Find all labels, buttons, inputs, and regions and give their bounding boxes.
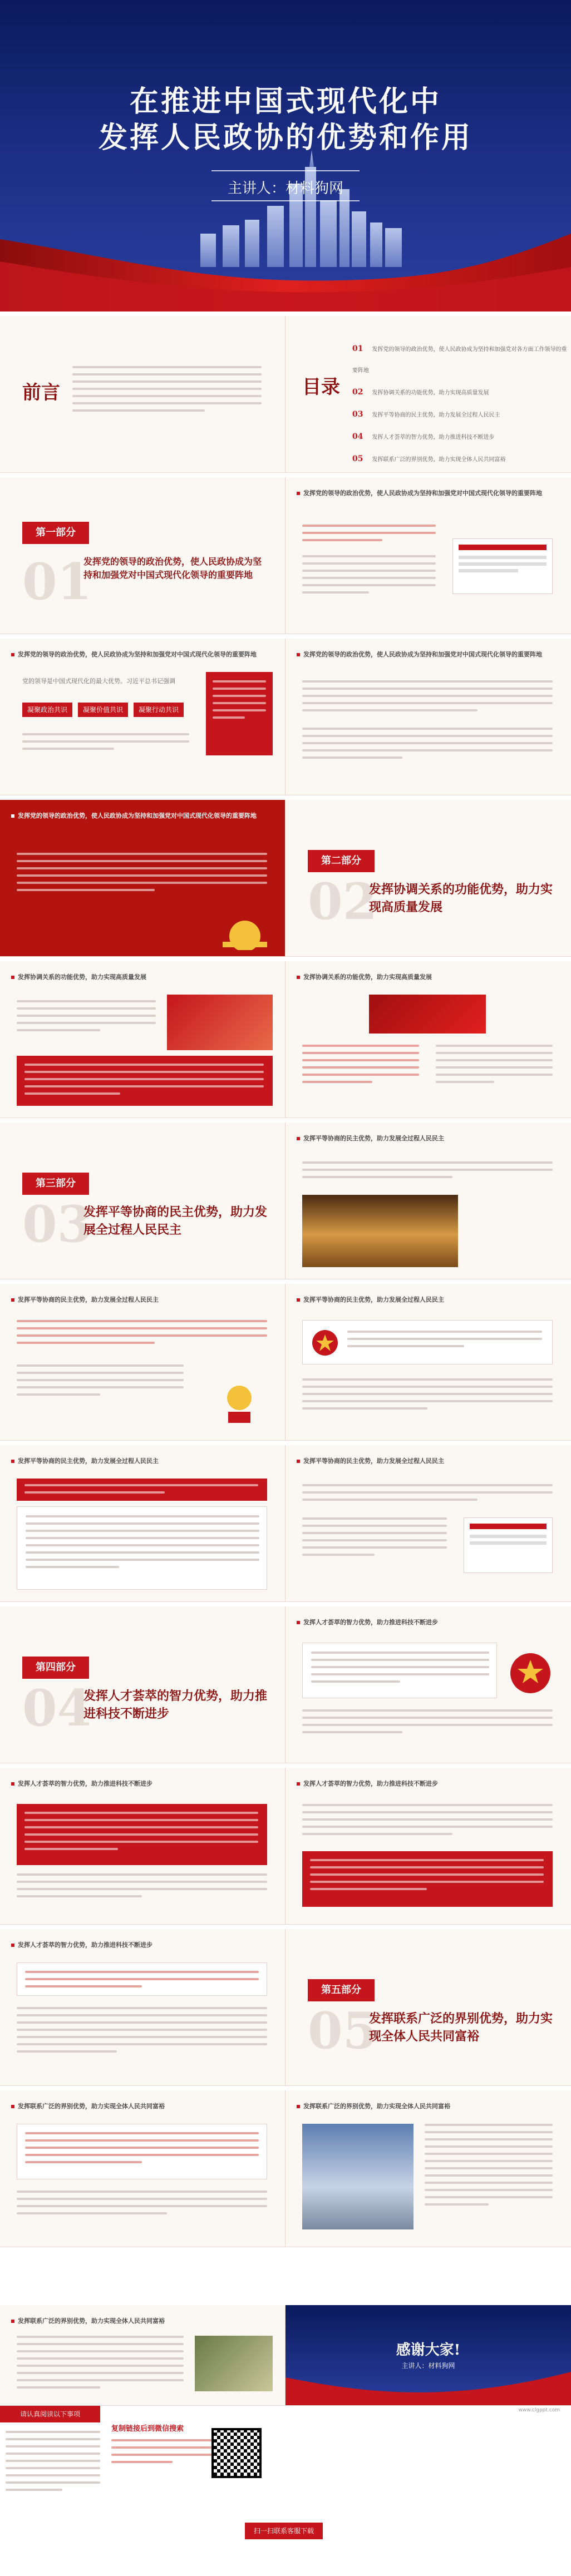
- body-text: [436, 1045, 553, 1088]
- body-text: [17, 1320, 267, 1349]
- bullet-icon: [11, 2105, 14, 2108]
- toc-list: [352, 338, 571, 471]
- toc-num: 03: [352, 410, 363, 419]
- city-skyline-illustration: [0, 0, 571, 312]
- body-text: [302, 1517, 447, 1561]
- text-card: [302, 1643, 497, 1698]
- slide-part3-left: [0, 1284, 286, 1441]
- slide-title-text: 发挥人才荟萃的智力优势，助力推进科技不断进步: [303, 1619, 438, 1626]
- quote-card: [17, 1962, 267, 1996]
- slide-title: [11, 811, 274, 820]
- part1-number: 01: [22, 552, 92, 611]
- body-text: [302, 1161, 553, 1183]
- slide-row-part1-b: [0, 639, 571, 795]
- slide-part4-left: [0, 1768, 286, 1925]
- hero-speaker: 主讲人：材料狗网: [227, 180, 343, 196]
- bullet-icon: [297, 976, 300, 979]
- part3-name: 发挥平等协商的民主优势，助力发展全过程人民民主: [83, 1205, 268, 1237]
- toc-label: 发挥党的领导的政治优势，使人民政协成为坚持和加强党对各方面工作领导的重要阵地: [352, 347, 567, 374]
- bullet-icon: [297, 653, 300, 656]
- slide-title-text: 发挥人才荟萃的智力优势，助力推进科技不断进步: [18, 1780, 152, 1787]
- slide-title-text: 发挥协调关系的功能优势，助力实现高质量发展: [18, 973, 146, 981]
- bullet-icon: [11, 1298, 14, 1302]
- body-text: [17, 1364, 184, 1401]
- toc-label: 发挥联系广泛的界别优势，助力实现全体人民共同富裕: [372, 457, 506, 463]
- slide-row-preface-toc: [0, 316, 571, 473]
- site-watermark: www.clgppt.com: [518, 2407, 560, 2413]
- red-highlight-box: [17, 1804, 267, 1865]
- body-text: [302, 555, 436, 599]
- part2-number: 02: [308, 872, 378, 931]
- slide-row-part1: [0, 477, 571, 634]
- slide-title-text: 发挥联系广泛的界别优势，助力实现全体人民共同富裕: [18, 2317, 165, 2325]
- hero-rule-bottom: [211, 200, 360, 201]
- body-text: [22, 733, 189, 755]
- part1-badge: 第一部分: [22, 522, 89, 544]
- slide-part3-content: [286, 1123, 571, 1279]
- slide-part2-right: [286, 961, 571, 1118]
- slide-title: [297, 488, 560, 497]
- bullet-icon: [297, 1460, 300, 1463]
- slide-title: [11, 2102, 274, 2110]
- slide-title-text: 发挥联系广泛的界别优势，助力实现全体人民共同富裕: [18, 2103, 165, 2110]
- bullet-icon: [297, 1298, 300, 1302]
- tag-action-consensus: 凝聚行动共识: [134, 703, 184, 717]
- slide-title-text: 发挥平等协商的民主优势，助力发展全过程人民民主: [303, 1296, 444, 1303]
- slide-title: [297, 972, 560, 981]
- bullet-icon: [297, 1621, 300, 1624]
- slide-row-closing: [0, 2305, 571, 2405]
- bullet-icon: [11, 1944, 14, 1947]
- slide-row-part5: [0, 1929, 571, 2086]
- hero-title-line1: 在推进中国式现代化中: [129, 85, 441, 118]
- part3-number: 03: [22, 1195, 92, 1254]
- body-text: [17, 1000, 156, 1036]
- part4-number: 04: [22, 1679, 92, 1738]
- quote-card: [302, 1320, 553, 1364]
- slide-preface: [0, 316, 286, 473]
- banner-photo: [369, 995, 486, 1034]
- part5-number: 05: [308, 2001, 378, 2060]
- great-wall-photo: [302, 1195, 458, 1267]
- promo-panel: [0, 2405, 571, 2576]
- bullet-icon: [11, 653, 14, 656]
- body-text: [17, 853, 267, 896]
- body-text: [17, 2336, 184, 2394]
- body-text: [425, 2124, 553, 2211]
- slide-part1-red: [0, 800, 286, 957]
- slide-title: [11, 972, 274, 981]
- slide-part4-cover: [0, 1606, 286, 1763]
- slide-part4-content: [286, 1606, 571, 1763]
- slide-title: [297, 1618, 560, 1626]
- part1-name: 发挥党的领导的政治优势，使人民政协成为坚持和加强党对中国式现代化领导的重要阵地: [83, 556, 262, 580]
- body-text: [17, 2007, 267, 2058]
- promo-notes: [6, 2431, 100, 2496]
- slide-title-text: 发挥党的领导的政治优势，使人民政协成为坚持和加强党对中国式现代化领导的重要阵地: [303, 651, 542, 658]
- slide-title: [297, 1295, 560, 1304]
- slide-row-part4: [0, 1606, 571, 1763]
- slide-part4-right: [286, 1768, 571, 1925]
- promo-cta-button[interactable]: 扫一扫联系客服下载: [245, 2523, 323, 2539]
- slide-part5-cover: [286, 1929, 571, 2086]
- slide-part1-cover: [0, 477, 286, 634]
- body-text: [302, 525, 436, 546]
- bullet-card: [17, 1506, 267, 1590]
- slide-part5-final: [0, 2305, 286, 2405]
- toc-item[interactable]: [352, 338, 571, 382]
- tag-political-consensus: 凝聚政治共识: [22, 703, 72, 717]
- red-highlight-box: [302, 1851, 553, 1907]
- slide-title-text: 发挥党的领导的政治优势，使人民政协成为坚持和加强党对中国式现代化领导的重要阵地: [303, 490, 542, 497]
- thanks-heading: 感谢大家!: [396, 2342, 461, 2359]
- slide-title: [297, 1456, 560, 1465]
- slide-title-text: 发挥平等协商的民主优势，助力发展全过程人民民主: [303, 1135, 444, 1142]
- bullet-icon: [11, 1782, 14, 1786]
- toc-num: 02: [352, 388, 363, 397]
- bullet-icon: [297, 492, 300, 495]
- body-text: [302, 1484, 553, 1506]
- part4-name: 发挥人才荟萃的智力优势，助力推进科技不断进步: [83, 1689, 268, 1721]
- red-flag-photo: [167, 995, 273, 1050]
- bullet-icon: [11, 2320, 14, 2323]
- slide-title-text: 发挥平等协商的民主优势，助力发展全过程人民民主: [18, 1457, 159, 1465]
- report-thumbnail: [452, 538, 553, 594]
- slide-title: [297, 1779, 560, 1788]
- toc-num: 04: [352, 432, 363, 441]
- slide-title: [11, 650, 274, 659]
- red-quote-box: [206, 672, 273, 755]
- slide-part1-tags: [0, 639, 286, 795]
- toc-num: 05: [352, 454, 363, 463]
- slide-title-text: 发挥协调关系的功能优势，助力实现高质量发展: [303, 973, 432, 981]
- slide-part2-cover: [286, 800, 571, 957]
- slide-part5-left: [0, 2090, 286, 2247]
- city-photo: [302, 2124, 414, 2229]
- emblem-icon: [311, 1329, 339, 1357]
- slide-title-text: 发挥平等协商的民主优势，助力发展全过程人民民主: [303, 1457, 444, 1465]
- slide-part5-right: [286, 2090, 571, 2247]
- part5-badge: 第五部分: [308, 1979, 375, 2001]
- slide-title: [11, 1456, 274, 1465]
- slide-row-part2-b: [0, 961, 571, 1118]
- toc-num: 01: [352, 344, 363, 353]
- trophy-icon: [211, 1378, 267, 1428]
- tag-value-consensus: 凝聚价值共识: [78, 703, 128, 717]
- slide-title-text: 发挥党的领导的政治优势，使人民政协成为坚持和加强党对中国式现代化领导的重要阵地: [18, 812, 257, 819]
- slide-row-part3-c: [0, 1445, 571, 1602]
- slide-part3-right: [286, 1284, 571, 1441]
- body-text: [302, 728, 553, 764]
- slide-toc: [286, 316, 571, 473]
- slide-title: [297, 1134, 560, 1143]
- field-photo: [195, 2336, 273, 2391]
- qr-code-icon[interactable]: [211, 2428, 262, 2478]
- hero-title-line2: 发挥人民政协的优势和作用: [98, 121, 472, 155]
- part2-name: 发挥协调关系的功能优势，助力实现高质量发展: [369, 882, 553, 914]
- toc-item[interactable]: [352, 382, 571, 404]
- slide-title: [11, 1940, 274, 1949]
- body-text: [302, 1045, 419, 1088]
- body-text: [302, 1709, 553, 1738]
- slide-part3-left2: [0, 1445, 286, 1602]
- toc-item[interactable]: [352, 426, 571, 448]
- report-thumbnail: [464, 1517, 553, 1573]
- slide-title-text: 发挥联系广泛的界别优势，助力实现全体人民共同富裕: [303, 2103, 450, 2110]
- body-text: [17, 1873, 267, 1902]
- slide-part1-content: [286, 477, 571, 634]
- part5-name: 发挥联系广泛的界别优势，助力实现全体人民共同富裕: [369, 2011, 553, 2044]
- slide-part3-right2: [286, 1445, 571, 1602]
- toc-label: 发挥平等协商的民主优势，助力发展全过程人民民主: [372, 412, 500, 418]
- promo-notice-label: 请认真阅读以下事项: [0, 2406, 100, 2422]
- slide-title-text: 发挥党的领导的政治优势，使人民政协成为坚持和加强党对中国式现代化领导的重要阵地: [18, 651, 257, 658]
- slide-row-part2: [0, 800, 571, 957]
- bullet-icon: [297, 2105, 300, 2108]
- thanks-speaker: 主讲人：材料狗网: [401, 2362, 455, 2370]
- body-text: [302, 680, 553, 716]
- bullet-icon: [297, 1782, 300, 1786]
- toc-item[interactable]: [352, 448, 571, 471]
- hero-banner: [0, 0, 571, 312]
- slide-title: [11, 2316, 274, 2325]
- slide-title: [11, 1295, 274, 1304]
- slide-row-part4-b: [0, 1768, 571, 1925]
- slide-part4-text: [0, 1929, 286, 2086]
- preface-heading: 前言: [22, 382, 60, 404]
- toc-heading: 目录: [302, 376, 340, 398]
- part3-badge: 第三部分: [22, 1173, 89, 1195]
- party-emblem-icon: [211, 911, 278, 950]
- slide-part1-text: [286, 639, 571, 795]
- promo-title: 复制链接后到微信搜索: [111, 2425, 184, 2433]
- slide-title-text: 发挥平等协商的民主优势，助力发展全过程人民民主: [18, 1296, 159, 1303]
- slide-row-part3-b: [0, 1284, 571, 1441]
- slide-row-part3: [0, 1123, 571, 1279]
- part2-badge: 第二部分: [308, 850, 375, 872]
- slide-part2-left: [0, 961, 286, 1118]
- slide-thanks: [286, 2305, 571, 2405]
- slide-title-text: 发挥人才荟萃的智力优势，助力推进科技不断进步: [303, 1780, 438, 1787]
- body-text: [302, 1378, 553, 1415]
- bullet-icon: [297, 1137, 300, 1140]
- bullet-icon: [11, 814, 14, 818]
- slide-title: [11, 1779, 274, 1788]
- part4-badge: 第四部分: [22, 1657, 89, 1679]
- toc-label: 发挥协调关系的功能优势，助力实现高质量发展: [372, 390, 489, 396]
- slide-title: [297, 650, 560, 659]
- red-highlight-box: [17, 1056, 273, 1106]
- tag-intro: 党的领导是中国式现代化的最大优势。习近平总书记强调: [22, 678, 175, 685]
- preface-body-text: [72, 366, 262, 417]
- red-banner: [17, 1479, 267, 1501]
- toc-item[interactable]: [352, 404, 571, 426]
- slide-row-part5-b: [0, 2090, 571, 2247]
- hero-rule-top: [211, 170, 360, 171]
- text-card: [17, 2124, 267, 2179]
- slide-part3-cover: [0, 1123, 286, 1279]
- body-text: [302, 1804, 553, 1840]
- slide-title: [297, 2102, 560, 2110]
- bullet-icon: [11, 976, 14, 979]
- emblem-icon: [508, 1651, 553, 1695]
- body-text: [17, 2191, 267, 2219]
- bullet-icon: [11, 1460, 14, 1463]
- toc-label: 发挥人才荟萃的智力优势，助力推进科技不断进步: [372, 434, 495, 441]
- slide-title-text: 发挥人才荟萃的智力优势，助力推进科技不断进步: [18, 1941, 152, 1949]
